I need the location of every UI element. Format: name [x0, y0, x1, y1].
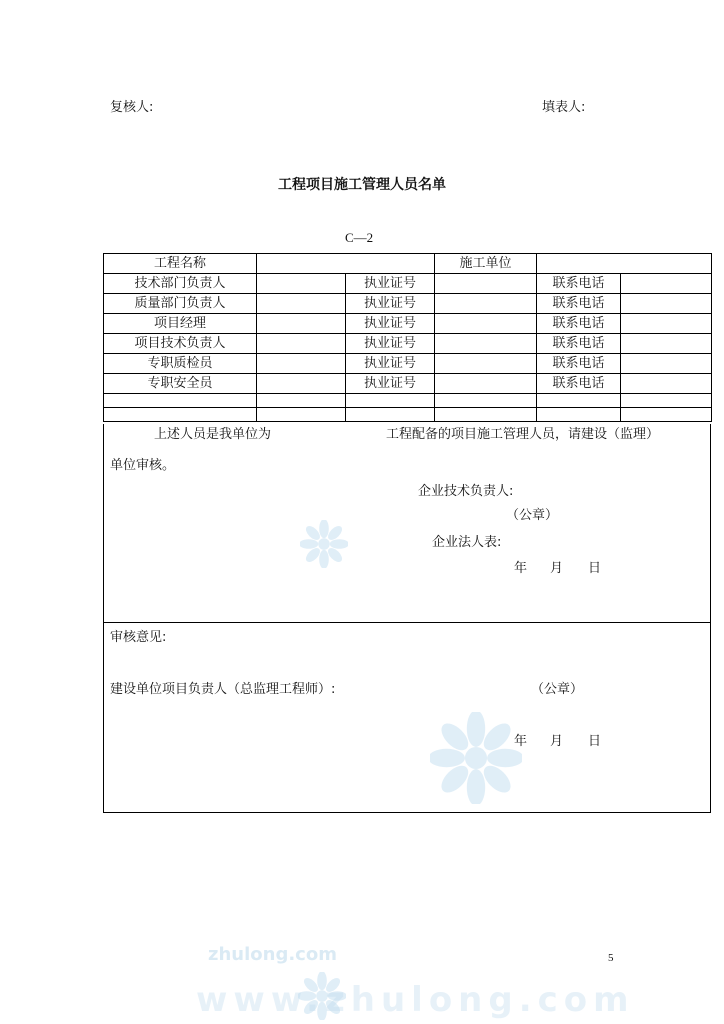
role-label: 质量部门负责人 [104, 294, 257, 314]
phone-label: 联系电话 [537, 354, 621, 374]
table-row [104, 334, 712, 354]
legal-rep-label: 企业法人表: [432, 535, 502, 550]
cert-label: 执业证号 [346, 294, 435, 314]
page-title: 工程项目施工管理人员名单 [278, 177, 446, 193]
name-cell[interactable] [257, 334, 346, 354]
filler-label: 填表人: [542, 100, 586, 115]
cert-label: 执业证号 [346, 354, 435, 374]
project-name-label: 工程名称 [104, 254, 257, 274]
phone-value[interactable] [621, 274, 712, 294]
seal-label: （公章） [506, 508, 559, 523]
table-row [104, 374, 712, 394]
phone-label: 联系电话 [537, 374, 621, 394]
owner-head-label: 建设单位项目负责人（总监理工程师）: [110, 682, 336, 697]
role-label: 技术部门负责人 [104, 274, 257, 294]
construction-unit-value[interactable] [537, 254, 712, 274]
role-label: 专职质检员 [104, 354, 257, 374]
name-cell[interactable] [257, 314, 346, 334]
day-label: 日 [588, 561, 602, 576]
phone-value[interactable] [621, 374, 712, 394]
role-label: 专职安全员 [104, 374, 257, 394]
construction-unit-label: 施工单位 [435, 254, 537, 274]
cert-value[interactable] [435, 374, 537, 394]
table-row [104, 314, 712, 334]
watermark-url: www.zhulong.com [196, 980, 635, 1020]
declaration-line2: 单位审核。 [110, 458, 176, 473]
declaration-line1-left: 上述人员是我单位为 [154, 427, 272, 442]
role-label: 项目技术负责人 [104, 334, 257, 354]
phone-value[interactable] [621, 354, 712, 374]
cert-value[interactable] [435, 274, 537, 294]
year-label: 年 [514, 561, 528, 576]
form-code: C—2 [345, 230, 374, 245]
phone-label: 联系电话 [537, 334, 621, 354]
phone-value[interactable] [621, 334, 712, 354]
tech-head-label: 企业技术负责人: [418, 484, 514, 499]
table-row [104, 294, 712, 314]
role-label: 项目经理 [104, 314, 257, 334]
name-cell[interactable] [257, 374, 346, 394]
cert-label: 执业证号 [346, 374, 435, 394]
table-row [104, 274, 712, 294]
phone-label: 联系电话 [537, 314, 621, 334]
seal-label: （公章） [531, 682, 584, 697]
declaration-line1-right: 工程配备的项目施工管理人员，请建设（监理） [386, 427, 660, 442]
table-row [104, 354, 712, 374]
phone-value[interactable] [621, 314, 712, 334]
day-label: 日 [588, 734, 602, 749]
table-row [104, 254, 712, 274]
reviewer-label: 复核人: [110, 100, 154, 115]
month-label: 月 [550, 734, 564, 749]
phone-value[interactable] [621, 294, 712, 314]
cert-value[interactable] [435, 334, 537, 354]
name-cell[interactable] [257, 354, 346, 374]
personnel-table [103, 253, 712, 422]
table-row-blank [104, 408, 712, 422]
cert-value[interactable] [435, 314, 537, 334]
watermark-flower-icon [430, 712, 522, 804]
watermark-flower-icon [300, 520, 348, 568]
phone-label: 联系电话 [537, 274, 621, 294]
cert-value[interactable] [435, 294, 537, 314]
cert-value[interactable] [435, 354, 537, 374]
year-label: 年 [514, 734, 528, 749]
page-number: 5 [608, 952, 614, 964]
declaration-section [103, 424, 711, 623]
watermark-site: zhulong.com [208, 944, 337, 965]
name-cell[interactable] [257, 274, 346, 294]
cert-label: 执业证号 [346, 314, 435, 334]
review-opinion-label: 审核意见: [110, 630, 167, 645]
review-section [103, 623, 711, 813]
cert-label: 执业证号 [346, 274, 435, 294]
phone-label: 联系电话 [537, 294, 621, 314]
project-name-value[interactable] [257, 254, 435, 274]
cert-label: 执业证号 [346, 334, 435, 354]
month-label: 月 [550, 561, 564, 576]
name-cell[interactable] [257, 294, 346, 314]
table-row-blank [104, 394, 712, 408]
